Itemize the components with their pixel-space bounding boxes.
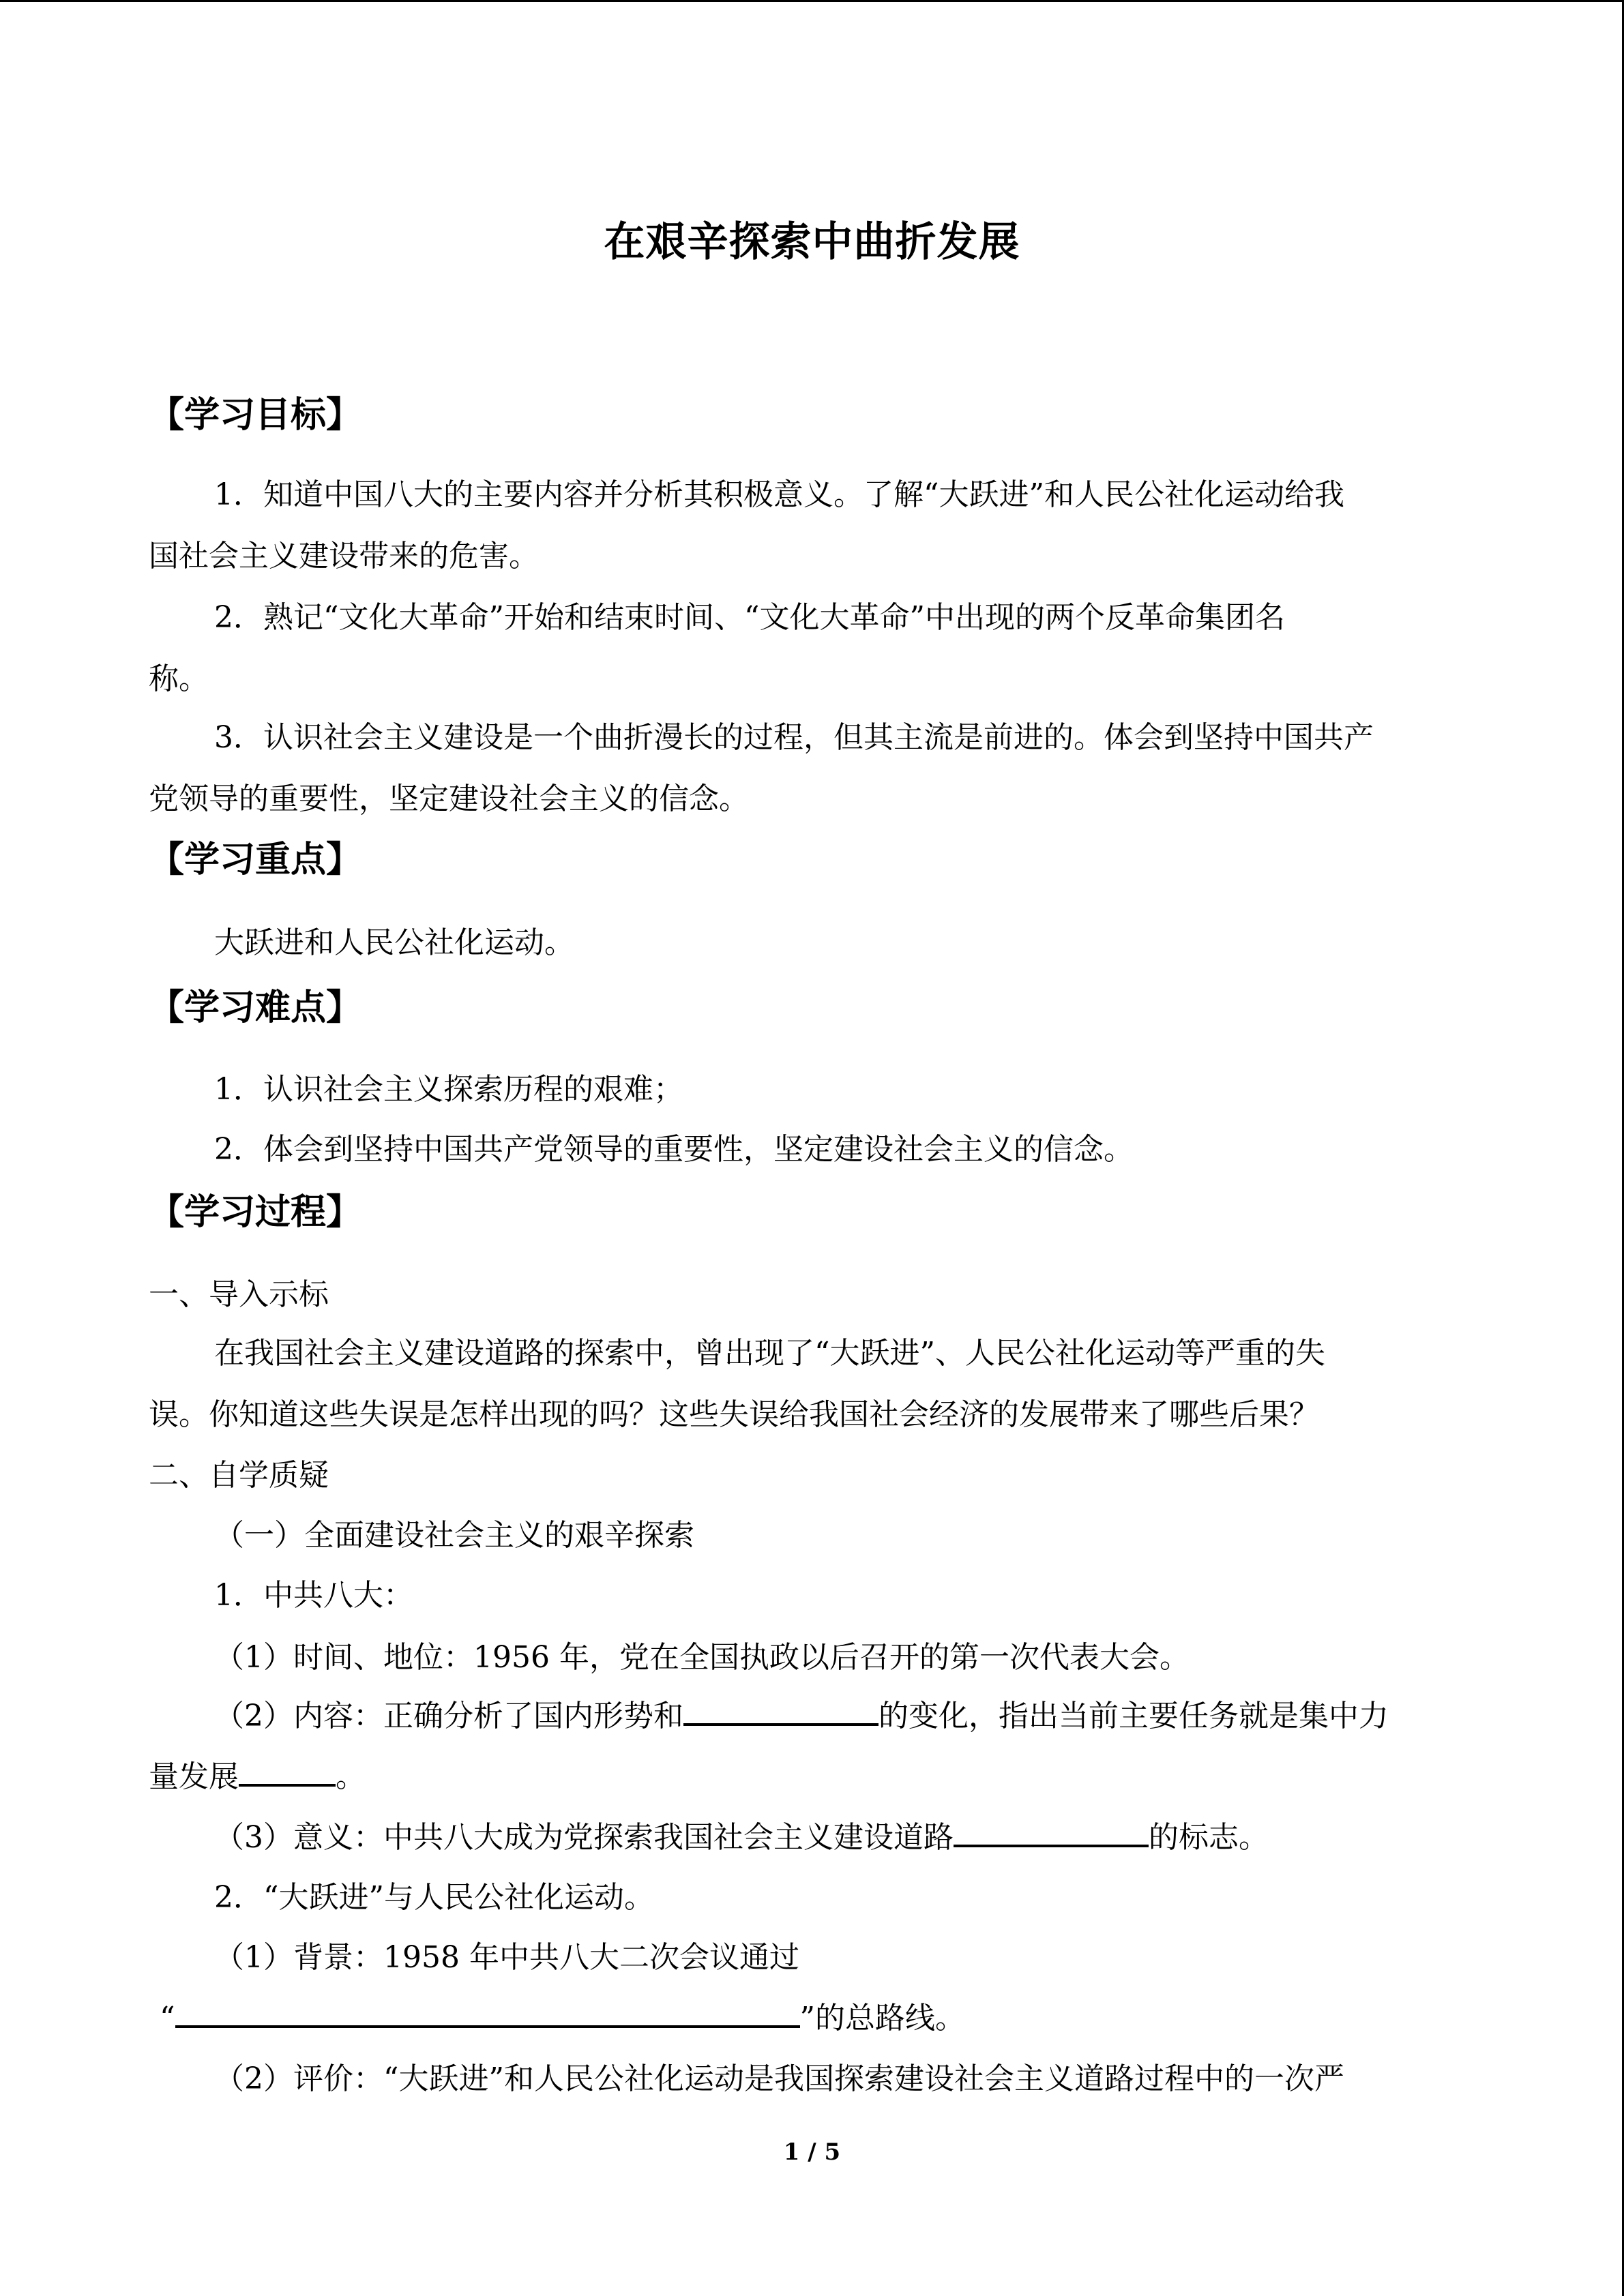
quote-close-text: ”的总路线。: [799, 2001, 965, 2036]
goal-item-1-line-2: 国社会主义建设带来的危害。: [149, 539, 539, 573]
section-2-title: 二、自学质疑: [149, 1458, 329, 1493]
point-2-background: （1）背景：1958 年中共八大二次会议通过: [214, 1940, 799, 1975]
difficulty-item-1: 1．认识社会主义探索历程的艰难；: [214, 1072, 683, 1107]
point-1-time: （1）时间、地位：1956 年，党在全国执政以后召开的第一次代表大会。: [214, 1640, 1190, 1675]
subsection-1-title: （一）全面建设社会主义的艰辛探索: [214, 1518, 694, 1553]
point-1-title: 1．中共八大：: [214, 1578, 413, 1613]
point-2-general-line: [160, 1998, 965, 2039]
heading-goals: 【学习目标】: [149, 394, 362, 436]
goal-item-1-line-1: 1．知道中国八大的主要内容并分析其积极意义。了解“大跃进”和人民公社化运动给我: [214, 477, 1344, 512]
section-1-line-1: 在我国社会主义建设道路的探索中，曾出现了“大跃进”、人民公社化运动等严重的失: [214, 1336, 1325, 1371]
section-1-title: 一、导入示标: [149, 1277, 329, 1312]
page-number: 1 / 5: [783, 2138, 841, 2166]
goal-item-2-line-2: 称。: [149, 661, 209, 696]
quote-open: “: [160, 2001, 175, 2036]
key-points-text: 大跃进和人民公社化运动。: [214, 925, 574, 960]
heading-process: 【学习过程】: [149, 1191, 362, 1233]
point-1-meaning: [214, 1817, 1269, 1858]
point-1-content-part-d: 。: [336, 1759, 366, 1794]
fill-in-blank-1[interactable]: [683, 1696, 879, 1726]
goal-item-3-line-1: 3．认识社会主义建设是一个曲折漫长的过程，但其主流是前进的。体会到坚持中国共产: [214, 720, 1374, 755]
fill-in-blank-4[interactable]: [175, 1998, 800, 2028]
goal-item-3-line-2: 党领导的重要性，坚定建设社会主义的信念。: [149, 781, 749, 816]
point-2-title: 2．“大跃进”与人民公社化运动。: [214, 1880, 654, 1915]
fill-in-blank-2[interactable]: [239, 1757, 336, 1787]
point-1-meaning-part-a: （3）意义：中共八大成为党探索我国社会主义建设道路: [214, 1820, 954, 1855]
point-1-content-line-1: [214, 1696, 1389, 1737]
page-title: 在艰辛探索中曲折发展: [604, 218, 1020, 266]
heading-difficulties: 【学习难点】: [149, 987, 362, 1028]
point-1-content-part-c: 量发展: [149, 1759, 239, 1794]
fill-in-blank-3[interactable]: [954, 1817, 1149, 1847]
heading-key-points: 【学习重点】: [149, 839, 362, 880]
section-1-line-2: 误。你知道这些失误是怎样出现的吗？这些失误给我国社会经济的发展带来了哪些后果？: [149, 1397, 1319, 1432]
goal-item-2-line-1: 2．熟记“文化大革命”开始和结束时间、“文化大革命”中出现的两个反革命集团名: [214, 600, 1285, 635]
difficulty-item-2: 2．体会到坚持中国共产党领导的重要性，坚定建设社会主义的信念。: [214, 1132, 1134, 1167]
point-1-content-part-b: 的变化，指出当前主要任务就是集中力: [879, 1699, 1389, 1733]
point-2-evaluation: （2）评价：“大跃进”和人民公社化运动是我国探索建设社会主义道路过程中的一次严: [214, 2061, 1344, 2096]
point-1-content-part-a: （2）内容：正确分析了国内形势和: [214, 1699, 683, 1733]
point-1-meaning-part-b: 的标志。: [1149, 1820, 1269, 1855]
point-1-content-line-2: [149, 1757, 366, 1798]
